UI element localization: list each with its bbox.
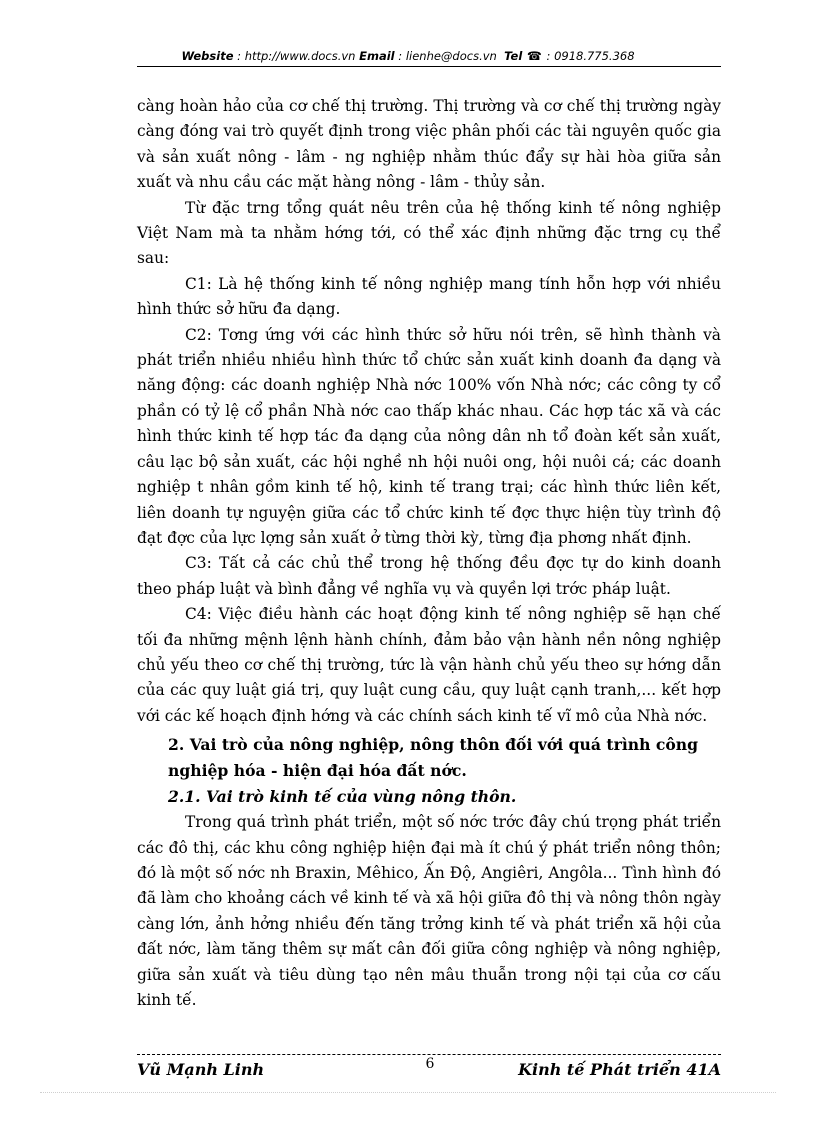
subsection-heading: 2.1. Vai trò kinh tế của vùng nông thôn. (168, 787, 517, 807)
header-divider (137, 66, 721, 67)
email-label: Email (359, 49, 395, 63)
document-body (137, 94, 721, 1013)
paragraph: C3: Tất cả các chủ thể trong hệ thống đều đợc tự do kinh doanh theo pháp luật và bình đẳng về nghĩa vụ và quyền lợi trớc pháp luật. (137, 554, 721, 598)
footer-class: Kinh tế Phát triển 41A (518, 1060, 721, 1079)
tel-value: 0918.775.368 (554, 49, 635, 63)
phone-icon: ☎ (526, 49, 542, 63)
paragraph: Trong quá trình phát triển, một số nớc trớc đây chú trọng phát triển các đô thị, các khu công nghiệp hiện đại mà ít chú ý phát triển nông thôn; đó là một số nớc nh Braxin, Mêhico, Ấn Độ, Angiêri, Angôla... Tình hình đó đã làm cho khoảng cách về kinh tế và xã hội giữa đô thị và nông thôn ngày càng lớn, ảnh hởng nhiều đến tăng trởng kinh tế và phát triển xã hội của đất nớc, làm tăng thêm sự mất cân đối giữa công nghiệp và nông nghiệp, giữa sản xuất và tiêu dùng tạo nên mâu thuẫn trong nội tại của cơ cấu kinh tế. (137, 813, 721, 1009)
email-link[interactable]: lienhe@docs.vn (405, 49, 497, 63)
tel-label: Tel (504, 49, 523, 63)
website-link[interactable]: http://www.docs.vn (244, 49, 356, 63)
website-label: Website (181, 49, 234, 63)
footer-author: Vũ Mạnh Linh (137, 1060, 265, 1079)
footer-divider (137, 1054, 721, 1055)
paragraph: Từ đặc trng tổng quát nêu trên của hệ thống kinh tế nông nghiệp Việt Nam mà ta nhằm hớng tới, có thể xác định những đặc trng cụ thể sau: (137, 198, 721, 268)
page-bottom-divider (40, 1092, 776, 1093)
paragraph: C4: Việc điều hành các hoạt động kinh tế nông nghiệp sẽ hạn chế tối đa những mệnh lệnh hành chính, đảm bảo vận hành nền nông nghiệp chủ yếu theo cơ chế thị trường, tức là vận hành chủ yếu theo sự hớng dẫn của các quy luật giá trị, quy luật cung cầu, quy luật cạnh tranh,... kết hợp với các kế hoạch định hớng và các chính sách kinh tế vĩ mô của Nhà nớc. (137, 605, 721, 725)
paragraph: càng hoàn hảo của cơ chế thị trường. Thị trường và cơ chế thị trường ngày càng đóng vai trò quyết định trong việc phân phối các tài nguyên quốc gia và sản xuất nông - lâm - ng nghiệp nhằm thúc đẩy sự hài hòa giữa sản xuất và nhu cầu các mặt hàng nông - lâm - thủy sản. (137, 97, 721, 192)
paragraph: C1: Là hệ thống kinh tế nông nghiệp mang tính hỗn hợp với nhiều hình thức sở hữu đa dạng. (137, 274, 721, 319)
page-header: Website : http://www.docs.vn Email : lienhe@docs.vn Tel ☎ : 0918.775.368 (181, 49, 635, 63)
section-heading: 2. Vai trò của nông nghiệp, nông thôn đối với quá trình công nghiệp hóa - hiện đại hóa đất nớc. (168, 735, 698, 781)
paragraph: C2: Tơng ứng với các hình thức sở hữu nói trên, sẽ hình thành và phát triển nhiều nhiều hình thức tổ chức sản xuất kinh doanh đa dạng và năng động: các doanh nghiệp Nhà nớc 100% vốn Nhà nớc; các công ty cổ phần có tỷ lệ cổ phần Nhà nớc cao thấp khác nhau. Các hợp tác xã và các hình thức kinh tế hợp tác đa dạng của nông dân nh tổ đoàn kết sản xuất, câu lạc bộ sản xuất, các hội nghề nh hội nuôi ong, hội nuôi cá; các doanh nghiệp t nhân gồm kinh tế hộ, kinh tế trang trại; các hình thức liên kết, liên doanh tự nguyện giữa các tổ chức kinh tế đợc thực hiện tùy trình độ đạt đợc của lực lợng sản xuất ở từng thời kỳ, từng địa phơng nhất định. (137, 325, 721, 547)
page-number: 6 (425, 1056, 435, 1072)
